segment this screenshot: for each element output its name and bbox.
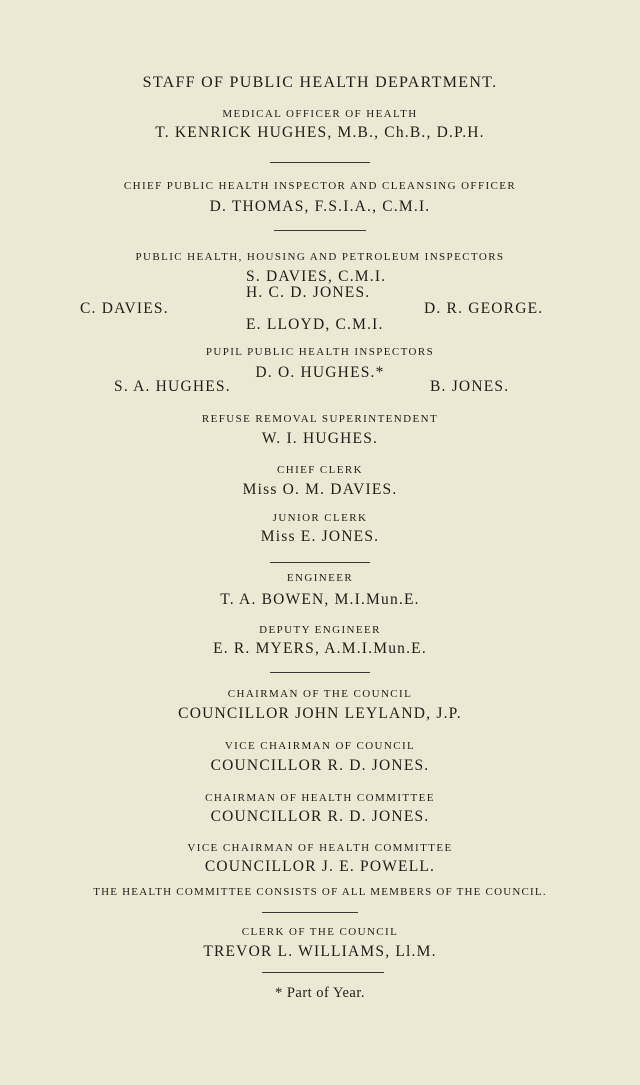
health-vice-chairman-name: COUNCILLOR J. E. POWELL. [204,858,436,875]
chief-clerk-name: Miss O. M. DAVIES. [242,481,398,498]
deputy-engineer-name: E. R. MYERS, A.M.I.Mun.E. [213,640,427,657]
inspector-name: C. DAVIES. [80,300,169,317]
junior-clerk-heading: JUNIOR CLERK [272,512,368,524]
divider [270,562,370,563]
divider [274,230,366,231]
deputy-engineer-heading: DEPUTY ENGINEER [259,624,381,636]
committee-note: THE HEALTH COMMITTEE CONSISTS OF ALL MEMBERS OF THE COUNCIL. [93,886,547,898]
medical-officer-name: T. KENRICK HUGHES, M.B., Ch.B., D.P.H. [155,124,485,141]
vice-chairman-heading: VICE CHAIRMAN OF COUNCIL [224,740,416,752]
chief-inspector-heading: CHIEF PUBLIC HEALTH INSPECTOR AND CLEANSING OFFICER [123,180,517,192]
engineer-name: T. A. BOWEN, M.I.Mun.E. [220,591,420,608]
divider [270,672,370,673]
pupil-inspector-name: B. JONES. [430,378,510,395]
health-vice-chairman-heading: VICE CHAIRMAN OF HEALTH COMMITTEE [187,842,453,854]
engineer-heading: ENGINEER [286,572,354,584]
inspector-name: H. C. D. JONES. [246,284,371,301]
chairman-name: COUNCILLOR JOHN LEYLAND, J.P. [178,705,462,722]
pupil-inspector-name: D. O. HUGHES.* [255,364,385,381]
vice-chairman-name: COUNCILLOR R. D. JONES. [210,757,430,774]
chief-inspector-name: D. THOMAS, F.S.I.A., C.M.I. [209,198,431,215]
health-chairman-name: COUNCILLOR R. D. JONES. [210,808,430,825]
chief-clerk-heading: CHIEF CLERK [277,464,363,476]
inspector-name: E. LLOYD, C.M.I. [246,316,384,333]
inspector-name: D. R. GEORGE. [424,300,544,317]
chairman-heading: CHAIRMAN OF THE COUNCIL [227,688,413,700]
page-title: STAFF OF PUBLIC HEALTH DEPARTMENT. [142,74,498,91]
refuse-heading: REFUSE REMOVAL SUPERINTENDENT [201,413,439,425]
medical-officer-heading: MEDICAL OFFICER OF HEALTH [222,108,418,120]
divider [270,162,370,163]
pupil-inspectors-heading: PUPIL PUBLIC HEALTH INSPECTORS [205,346,435,358]
divider [262,972,384,973]
inspector-name: S. DAVIES, C.M.I. [246,268,387,285]
divider [262,912,358,913]
clerk-council-name: TREVOR L. WILLIAMS, Ll.M. [203,943,437,960]
refuse-name: W. I. HUGHES. [261,430,379,447]
footnote: * Part of Year. [274,985,366,1001]
pupil-inspector-name: S. A. HUGHES. [114,378,231,395]
clerk-council-heading: CLERK OF THE COUNCIL [241,926,399,938]
inspectors-heading: PUBLIC HEALTH, HOUSING AND PETROLEUM INSPECTORS [135,251,505,263]
health-chairman-heading: CHAIRMAN OF HEALTH COMMITTEE [205,792,435,804]
junior-clerk-name: Miss E. JONES. [260,528,380,545]
